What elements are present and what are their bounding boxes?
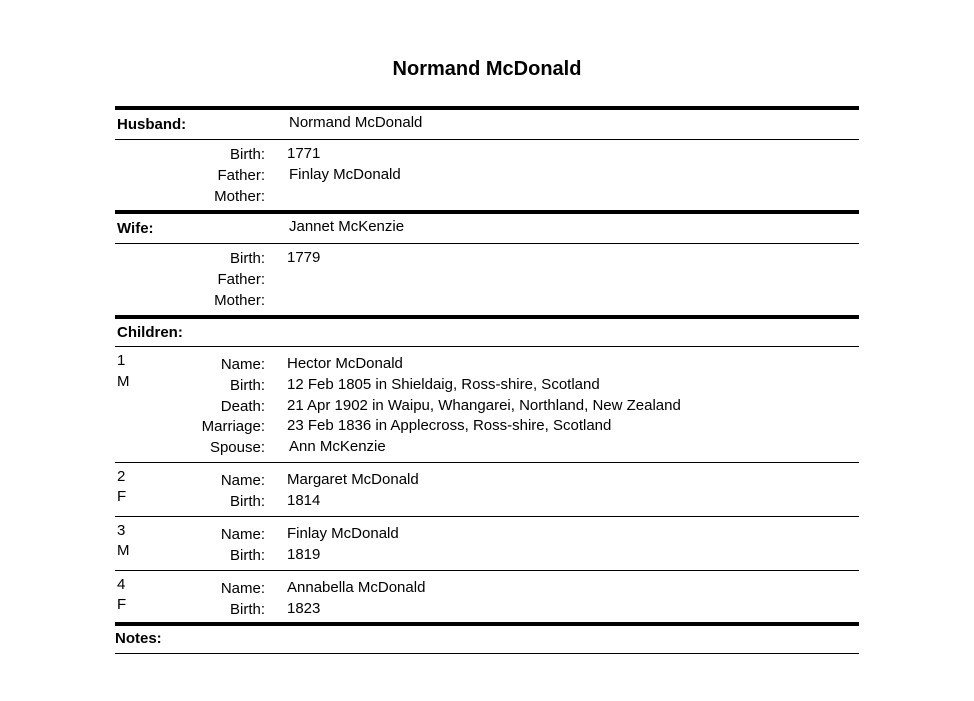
notes-bottom-rule [115,653,859,654]
child-1-name-value: Hector McDonald [287,355,403,372]
wife-name: Jannet McKenzie [289,218,405,235]
wife-section-label: Wife: [117,220,154,237]
child-4-sex: F [117,596,127,613]
child-1-death-label: Death: [220,398,265,415]
child-1-death-value: 21 Apr 1902 in Waipu, Whangarei, Northland, New Zealand [287,397,681,414]
child-2-birth-label: Birth: [229,493,265,510]
child-1-sex: M [117,373,130,390]
child-2-name-value: Margaret McDonald [287,471,419,488]
child-1-spouse-label: Spouse: [209,439,265,456]
child-3-name-value: Finlay McDonald [287,525,399,542]
husband-header-rule [115,139,859,140]
child-1-name-label: Name: [220,356,265,373]
wife-birth-label: Birth: [229,250,265,267]
husband-birth-label: Birth: [229,146,265,163]
notes-section-label: Notes: [115,630,162,647]
child-1-bottom-rule [115,462,859,463]
child-1-birth-value: 12 Feb 1805 in Shieldaig, Ross-shire, Scotland [287,376,600,393]
child-2-number: 2 [117,468,126,485]
children-top-rule [115,315,859,319]
husband-father-label: Father: [217,167,265,184]
child-1-number: 1 [117,352,126,369]
husband-birth-value: 1771 [287,145,321,162]
child-3-name-label: Name: [220,526,265,543]
husband-top-rule [115,106,859,110]
child-2-bottom-rule [115,516,859,517]
wife-header-rule [115,243,859,244]
child-2-birth-value: 1814 [287,492,321,509]
child-1-birth-label: Birth: [229,377,265,394]
husband-mother-label: Mother: [214,188,265,205]
child-4-birth-label: Birth: [229,601,265,618]
husband-father-value: Finlay McDonald [289,166,401,183]
child-4-birth-value: 1823 [287,600,321,617]
child-4-name-value: Annabella McDonald [287,579,426,596]
children-header-rule [115,346,859,347]
wife-birth-value: 1779 [287,249,321,266]
child-4-number: 4 [117,576,126,593]
child-1-spouse-value: Ann McKenzie [289,438,386,455]
child-1-marriage-value: 23 Feb 1836 in Applecross, Ross-shire, Scotland [287,417,612,434]
child-2-sex: F [117,488,127,505]
child-2-name-label: Name: [220,472,265,489]
child-3-birth-label: Birth: [229,547,265,564]
page-title: Normand McDonald [392,58,582,80]
child-4-name-label: Name: [220,580,265,597]
wife-mother-label: Mother: [214,292,265,309]
children-section-label: Children: [117,324,183,341]
husband-name: Normand McDonald [289,114,423,131]
wife-top-rule [115,210,859,214]
child-1-marriage-label: Marriage: [201,418,265,435]
child-3-number: 3 [117,522,126,539]
child-3-sex: M [117,542,130,559]
wife-father-label: Father: [217,271,265,288]
child-3-birth-value: 1819 [287,546,321,563]
husband-section-label: Husband: [117,116,187,133]
notes-top-rule [115,622,859,626]
child-3-bottom-rule [115,570,859,571]
